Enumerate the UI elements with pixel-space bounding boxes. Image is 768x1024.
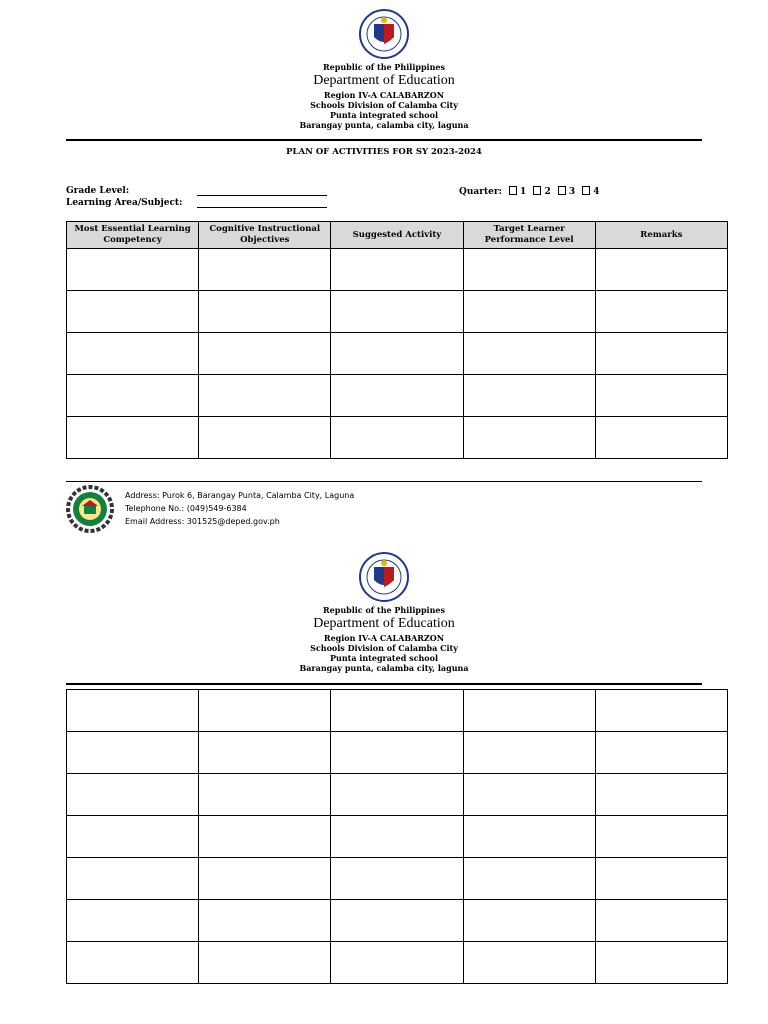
col-header-activity: Suggested Activity bbox=[331, 222, 463, 249]
republic-text: Republic of the Philippines bbox=[322, 62, 445, 72]
division-text: Schools Division of Calamba City bbox=[310, 643, 458, 653]
table-row bbox=[67, 732, 728, 774]
table-cell[interactable] bbox=[331, 690, 463, 732]
quarter-4-label: 4 bbox=[593, 187, 600, 197]
region-text: Region IV-A CALABARZON bbox=[323, 90, 445, 100]
school-text: Punta integrated school bbox=[329, 110, 438, 120]
table-cell[interactable] bbox=[67, 816, 199, 858]
table-cell[interactable] bbox=[331, 249, 463, 291]
learning-area-field[interactable] bbox=[197, 207, 327, 208]
table-cell[interactable] bbox=[67, 942, 199, 984]
table-cell[interactable] bbox=[463, 858, 595, 900]
table-cell[interactable] bbox=[67, 375, 199, 417]
activities-table-continued bbox=[66, 689, 728, 984]
table-cell[interactable] bbox=[67, 291, 199, 333]
table-cell[interactable] bbox=[595, 858, 727, 900]
table-row bbox=[67, 291, 728, 333]
grade-level-field[interactable] bbox=[197, 195, 327, 196]
table-cell[interactable] bbox=[331, 816, 463, 858]
table-cell[interactable] bbox=[331, 774, 463, 816]
plan-title: PLAN OF ACTIVITIES FOR SY 2023-2024 bbox=[286, 147, 482, 157]
footer-telephone: Telephone No.: (049)549-6384 bbox=[125, 504, 247, 513]
table-cell[interactable] bbox=[199, 774, 331, 816]
department-title: Department of Education bbox=[313, 616, 455, 631]
table-cell[interactable] bbox=[199, 816, 331, 858]
table-row bbox=[67, 858, 728, 900]
col-header-performance: Target Learner Performance Level bbox=[463, 222, 595, 249]
table-cell[interactable] bbox=[67, 858, 199, 900]
table-cell[interactable] bbox=[199, 732, 331, 774]
grade-level-label: Grade Level: bbox=[66, 186, 130, 196]
table-cell[interactable] bbox=[67, 249, 199, 291]
quarter-2-checkbox[interactable] bbox=[533, 186, 541, 195]
table-row bbox=[67, 375, 728, 417]
table-cell[interactable] bbox=[463, 942, 595, 984]
table-cell[interactable] bbox=[67, 774, 199, 816]
col-header-objectives: Cognitive Instructional Objectives bbox=[199, 222, 331, 249]
table-cell[interactable] bbox=[331, 375, 463, 417]
table-cell[interactable] bbox=[199, 291, 331, 333]
table-cell[interactable] bbox=[199, 900, 331, 942]
table-cell[interactable] bbox=[463, 900, 595, 942]
table-cell[interactable] bbox=[199, 417, 331, 459]
deped-seal-icon bbox=[359, 9, 409, 59]
table-cell[interactable] bbox=[67, 690, 199, 732]
table-header-row bbox=[67, 222, 728, 249]
table-row bbox=[67, 774, 728, 816]
table-cell[interactable] bbox=[595, 900, 727, 942]
table-cell[interactable] bbox=[595, 690, 727, 732]
school-text: Punta integrated school bbox=[329, 653, 438, 663]
table-row bbox=[67, 942, 728, 984]
footer-email: Email Address: 301525@deped.gov.ph bbox=[125, 517, 280, 526]
quarter-3-label: 3 bbox=[568, 187, 576, 197]
table-cell[interactable] bbox=[331, 900, 463, 942]
table-cell[interactable] bbox=[595, 333, 727, 375]
table-row bbox=[67, 249, 728, 291]
table-cell[interactable] bbox=[463, 417, 595, 459]
table-cell[interactable] bbox=[595, 774, 727, 816]
table-cell[interactable] bbox=[463, 375, 595, 417]
table-cell[interactable] bbox=[595, 291, 727, 333]
quarter-label: Quarter: bbox=[459, 187, 502, 197]
table-row bbox=[67, 900, 728, 942]
table-cell[interactable] bbox=[199, 375, 331, 417]
table-row bbox=[67, 816, 728, 858]
table-cell[interactable] bbox=[463, 774, 595, 816]
table-row bbox=[67, 333, 728, 375]
table-cell[interactable] bbox=[331, 732, 463, 774]
table-cell[interactable] bbox=[199, 942, 331, 984]
table-cell[interactable] bbox=[595, 375, 727, 417]
department-title: Department of Education bbox=[313, 73, 455, 88]
table-cell[interactable] bbox=[67, 417, 199, 459]
deped-seal-icon bbox=[359, 552, 409, 602]
header-divider bbox=[66, 139, 702, 141]
activities-table bbox=[66, 221, 728, 459]
quarter-4-checkbox[interactable] bbox=[582, 186, 590, 195]
division-text: Schools Division of Calamba City bbox=[310, 100, 458, 110]
table-cell[interactable] bbox=[331, 333, 463, 375]
school-address-text: Barangay punta, calamba city, laguna bbox=[299, 120, 469, 130]
table-cell[interactable] bbox=[595, 417, 727, 459]
table-cell[interactable] bbox=[463, 690, 595, 732]
table-cell[interactable] bbox=[67, 900, 199, 942]
table-cell[interactable] bbox=[199, 858, 331, 900]
table-cell[interactable] bbox=[199, 690, 331, 732]
quarter-1-checkbox[interactable] bbox=[509, 186, 517, 195]
table-cell[interactable] bbox=[331, 858, 463, 900]
table-cell[interactable] bbox=[199, 249, 331, 291]
table-cell[interactable] bbox=[331, 417, 463, 459]
header-divider bbox=[66, 683, 702, 685]
table-row bbox=[67, 417, 728, 459]
region-text: Region IV-A CALABARZON bbox=[323, 633, 445, 643]
quarter-group bbox=[459, 186, 600, 197]
table-cell[interactable] bbox=[463, 732, 595, 774]
quarter-3-checkbox[interactable] bbox=[558, 186, 566, 195]
col-header-remarks: Remarks bbox=[595, 222, 727, 249]
table-cell[interactable] bbox=[199, 333, 331, 375]
quarter-2-label: 2 bbox=[544, 187, 551, 197]
table-row bbox=[67, 690, 728, 732]
quarter-1-label: 1 bbox=[520, 187, 527, 197]
table-cell[interactable] bbox=[595, 732, 727, 774]
learning-area-label: Learning Area/Subject: bbox=[66, 198, 183, 208]
table-cell[interactable] bbox=[331, 942, 463, 984]
table-cell[interactable] bbox=[463, 291, 595, 333]
col-header-competency: Most Essential Learning Competency bbox=[67, 222, 199, 249]
table-cell[interactable] bbox=[595, 942, 727, 984]
footer-address: Address: Purok 6, Barangay Punta, Calamba City, Laguna bbox=[125, 491, 355, 500]
school-address-text: Barangay punta, calamba city, laguna bbox=[299, 663, 469, 673]
table-cell[interactable] bbox=[595, 249, 727, 291]
table-cell[interactable] bbox=[67, 732, 199, 774]
table-cell[interactable] bbox=[463, 249, 595, 291]
table-cell[interactable] bbox=[463, 816, 595, 858]
table-cell[interactable] bbox=[67, 333, 199, 375]
footer-divider bbox=[66, 481, 702, 482]
table-cell[interactable] bbox=[331, 291, 463, 333]
republic-text: Republic of the Philippines bbox=[322, 605, 445, 615]
table-cell[interactable] bbox=[595, 816, 727, 858]
table-cell[interactable] bbox=[463, 333, 595, 375]
school-logo-icon bbox=[66, 485, 114, 533]
